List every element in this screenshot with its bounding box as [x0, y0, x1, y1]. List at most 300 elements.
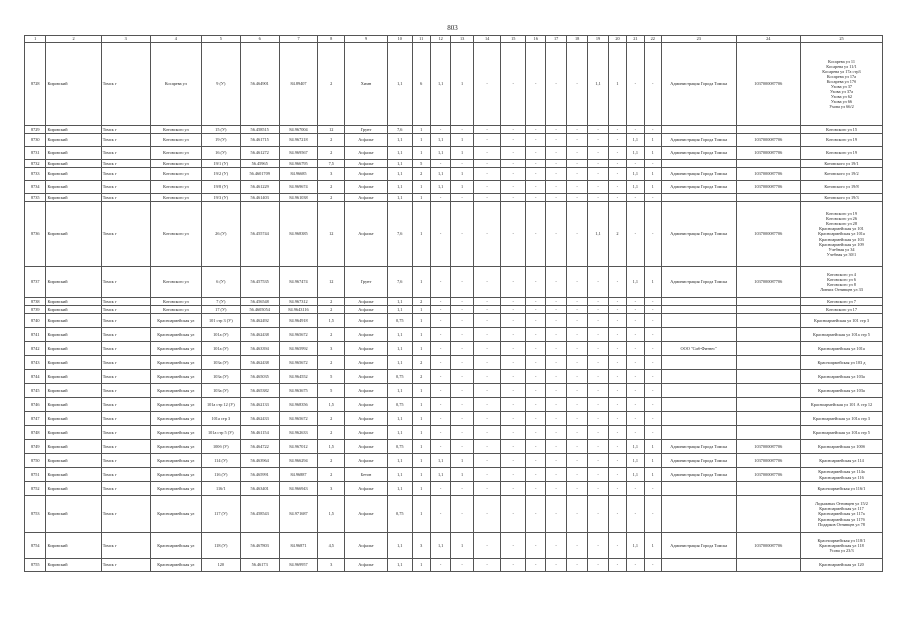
column-number: 25 [800, 36, 882, 43]
table-row [25, 328, 883, 342]
table-cell: - [546, 356, 566, 370]
table-cell: - [451, 440, 473, 454]
table-cell: Томск г [101, 384, 150, 398]
table-cell: 8739 [25, 306, 46, 314]
table-cell: Асфальт [345, 314, 388, 328]
table-cell: Кировский [46, 194, 101, 202]
table-cell: - [608, 370, 626, 384]
table-row [25, 194, 883, 202]
table-cell [736, 194, 800, 202]
table-cell: 103а (У) [201, 356, 240, 370]
table-cell: - [588, 314, 608, 328]
table-row [25, 314, 883, 328]
table-cell: 56.46173 [240, 559, 279, 572]
table-cell: - [501, 440, 526, 454]
table-cell: 8734 [25, 181, 46, 194]
table-row [25, 398, 883, 412]
table-cell: Кировский [46, 267, 101, 298]
table-row [25, 426, 883, 440]
table-cell: Красноармейская ул 118/1 Красноармейская ул 118 Усова ул 23/3 [800, 533, 882, 559]
table-cell [736, 412, 800, 426]
table-cell: - [566, 440, 587, 454]
table-cell: 2 [318, 468, 345, 482]
table-cell: - [473, 194, 501, 202]
table-cell: 1037000087706 [736, 454, 800, 468]
table-cell: Красноармейская ул [150, 342, 201, 356]
table-cell: Томск г [101, 306, 150, 314]
table-cell: Томск г [101, 533, 150, 559]
table-cell: Томск г [101, 398, 150, 412]
table-cell: 8747 [25, 412, 46, 426]
table-cell: 84.968385 [279, 202, 318, 267]
table-cell: - [473, 43, 501, 126]
table-cell [736, 370, 800, 384]
table-cell: 3 [318, 342, 345, 356]
table-cell: - [627, 356, 644, 370]
table-cell: - [501, 468, 526, 482]
table-cell: - [430, 314, 450, 328]
table-cell: Котовского ул [150, 126, 201, 134]
table-cell: 1,1 [627, 468, 644, 482]
table-cell: - [566, 181, 587, 194]
table-cell: 1 [412, 126, 430, 134]
column-number: 23 [661, 36, 736, 43]
table-cell: - [627, 496, 644, 533]
table-cell: Администрация Города Томска [661, 267, 736, 298]
table-cell: Администрация Города Томска [661, 43, 736, 126]
table-cell: 3 [318, 168, 345, 181]
table-row [25, 559, 883, 572]
column-number: 12 [430, 36, 450, 43]
table-cell: 56.461715 [240, 134, 279, 147]
table-cell: Котовского ул 19/3 [800, 194, 882, 202]
table-cell: - [608, 147, 626, 160]
table-cell: 56.461154 [240, 426, 279, 440]
table-cell: - [644, 202, 661, 267]
table-cell: - [608, 482, 626, 496]
table-cell: Томск г [101, 160, 150, 168]
table-cell: Администрация Города Томска [661, 134, 736, 147]
table-cell: 56.458515 [240, 126, 279, 134]
table-cell: - [430, 559, 450, 572]
table-cell: - [501, 168, 526, 181]
table-cell: Кировский [46, 454, 101, 468]
table-cell: - [525, 398, 545, 412]
table-cell: 1 [412, 328, 430, 342]
table-cell: - [501, 384, 526, 398]
table-cell: 1 [451, 454, 473, 468]
table-cell: - [588, 384, 608, 398]
table-cell [661, 356, 736, 370]
table-cell: - [451, 482, 473, 496]
table-cell: Красноармейская ул 103 д [800, 356, 882, 370]
table-cell: 1,1 [627, 440, 644, 454]
table-cell: 8736 [25, 202, 46, 267]
table-cell: 0,75 [387, 496, 412, 533]
column-number: 2 [46, 36, 101, 43]
table-cell: - [501, 328, 526, 342]
table-cell: Кировский [46, 440, 101, 454]
table-cell: 84.967004 [279, 126, 318, 134]
table-cell: - [525, 496, 545, 533]
table-cell: Котовского ул 19/1 [800, 160, 882, 168]
table-cell: 26 (У) [201, 202, 240, 267]
column-number: 6 [240, 36, 279, 43]
table-cell: - [430, 440, 450, 454]
table-cell: 56.462492 [240, 314, 279, 328]
table-cell: - [473, 482, 501, 496]
table-cell [661, 370, 736, 384]
table-cell: 8741 [25, 328, 46, 342]
table-cell: Томск г [101, 314, 150, 328]
table-cell: - [525, 356, 545, 370]
table-cell: - [644, 306, 661, 314]
table-cell: - [546, 342, 566, 356]
table-cell: 0,75 [387, 314, 412, 328]
table-cell: 1,1 [387, 43, 412, 126]
table-cell: Кировский [46, 126, 101, 134]
table-cell: - [644, 194, 661, 202]
table-cell: Асфальт [345, 194, 388, 202]
table-cell: 9 (У) [201, 43, 240, 126]
table-cell: 8745 [25, 384, 46, 398]
table-cell: - [525, 202, 545, 267]
table-cell: - [588, 306, 608, 314]
table-cell: - [525, 533, 545, 559]
table-cell: - [588, 440, 608, 454]
column-number: 4 [150, 36, 201, 43]
table-cell: - [588, 370, 608, 384]
table-cell: Красноармейская ул [150, 412, 201, 426]
table-cell: 56.455744 [240, 202, 279, 267]
table-cell: - [430, 306, 450, 314]
table-cell: - [566, 468, 587, 482]
table-cell: 116/1 [201, 482, 240, 496]
table-cell: - [588, 468, 608, 482]
table-cell: 56.467803 [240, 533, 279, 559]
table-cell: 1 [412, 194, 430, 202]
table-cell: Красноармейская ул [150, 482, 201, 496]
table-cell: Красноармейская ул 101а стр 3 [800, 412, 882, 426]
table-cell: 2 [318, 328, 345, 342]
table-cell: 2 [318, 43, 345, 126]
table-cell [736, 126, 800, 134]
table-cell: - [546, 181, 566, 194]
table-row [25, 412, 883, 426]
table-cell: - [644, 160, 661, 168]
table-cell: - [588, 181, 608, 194]
table-cell: Томск г [101, 496, 150, 533]
table-cell: - [525, 482, 545, 496]
table-cell: - [451, 328, 473, 342]
table-cell: - [644, 126, 661, 134]
table-cell: - [473, 426, 501, 440]
table-cell: 101 стр 3 (У) [201, 314, 240, 328]
table-cell: Томск г [101, 126, 150, 134]
table-cell: 1,1 [430, 454, 450, 468]
table-cell: 1,1 [430, 168, 450, 181]
table-cell: 17 (У) [201, 306, 240, 314]
table-cell: - [588, 147, 608, 160]
table-cell: 84.969957 [279, 559, 318, 572]
table-cell: 2 [318, 181, 345, 194]
table-cell: - [608, 398, 626, 412]
table-row [25, 306, 883, 314]
table-cell: 1,1 [387, 328, 412, 342]
table-cell: - [525, 370, 545, 384]
table-cell: Томск г [101, 168, 150, 181]
table-cell: - [566, 306, 587, 314]
table-cell: Котовского ул 4 Котовского ул 6 Котовского ул 8 Ловчих Огнивцев ул 33 [800, 267, 882, 298]
table-row [25, 267, 883, 298]
table-cell: Асфальт [345, 306, 388, 314]
table-cell: - [566, 168, 587, 181]
table-cell: 1,1 [387, 454, 412, 468]
table-cell: 1037000087706 [736, 181, 800, 194]
table-cell: 1 [644, 440, 661, 454]
table-cell: 8731 [25, 147, 46, 160]
table-cell: - [546, 43, 566, 126]
table-cell: Асфальт [345, 160, 388, 168]
table-cell: Красноармейская ул [150, 398, 201, 412]
table-cell: - [608, 454, 626, 468]
table-cell: Красноармейская ул [150, 370, 201, 384]
table-cell: 2 [412, 168, 430, 181]
table-cell: 1 [451, 168, 473, 181]
table-row [25, 384, 883, 398]
table-cell: 84.961038 [279, 194, 318, 202]
table-cell [736, 356, 800, 370]
table-row [25, 356, 883, 370]
table-cell: Томск г [101, 426, 150, 440]
table-cell: Администрация Города Томска [661, 181, 736, 194]
table-cell: - [525, 426, 545, 440]
table-row [25, 440, 883, 454]
table-cell: 84.967312 [279, 298, 318, 306]
table-cell: - [473, 440, 501, 454]
table-cell: 84.9643116 [279, 306, 318, 314]
table-cell: - [501, 454, 526, 468]
table-cell: - [430, 342, 450, 356]
table-cell: 2 [318, 194, 345, 202]
table-cell: Красноармейская ул 101а [800, 342, 882, 356]
table-cell: Асфальт [345, 147, 388, 160]
table-cell: 7,6 [387, 202, 412, 267]
table-cell: - [473, 126, 501, 134]
table-cell: 8742 [25, 342, 46, 356]
table-cell: - [546, 147, 566, 160]
column-number: 15 [501, 36, 526, 43]
table-cell: - [608, 134, 626, 147]
table-cell: - [451, 267, 473, 298]
table-cell: Томск г [101, 370, 150, 384]
table-cell: Котовского ул 19/2 [800, 168, 882, 181]
table-cell: - [566, 426, 587, 440]
table-cell: Кировский [46, 370, 101, 384]
table-cell: - [627, 398, 644, 412]
table-cell: 8737 [25, 267, 46, 298]
table-cell: - [608, 168, 626, 181]
table-cell: 19 (У) [201, 134, 240, 147]
table-cell: 56.462438 [240, 356, 279, 370]
table-cell: - [473, 328, 501, 342]
table-cell: - [627, 194, 644, 202]
table-cell: 7,5 [318, 160, 345, 168]
table-cell: 2 [412, 356, 430, 370]
table-cell [736, 342, 800, 356]
table-cell: - [588, 267, 608, 298]
table-cell: - [546, 496, 566, 533]
table-cell: Томск г [101, 454, 150, 468]
table-cell: 4,5 [318, 533, 345, 559]
table-cell: 1,1 [387, 559, 412, 572]
table-cell: 1037000087706 [736, 533, 800, 559]
table-cell: Томск г [101, 202, 150, 267]
table-cell: - [501, 134, 526, 147]
table-cell: Котовского ул [150, 202, 201, 267]
table-cell: - [546, 398, 566, 412]
table-cell: 1,1 [387, 342, 412, 356]
table-cell: - [566, 412, 587, 426]
table-cell: - [608, 194, 626, 202]
table-cell: 1 [644, 147, 661, 160]
table-cell: - [525, 559, 545, 572]
table-cell: - [501, 126, 526, 134]
table-cell: 1,1 [387, 134, 412, 147]
table-cell: 1,1 [627, 267, 644, 298]
table-row [25, 126, 883, 134]
table-cell: Томск г [101, 559, 150, 572]
table-cell: - [525, 298, 545, 306]
table-cell: 56.462438 [240, 328, 279, 342]
table-cell: 1,1 [387, 181, 412, 194]
table-cell: 56.463401 [240, 482, 279, 496]
table-cell: 114 (У) [201, 454, 240, 468]
table-cell: 1 [644, 468, 661, 482]
table-cell: 56.465382 [240, 384, 279, 398]
table-cell: - [525, 147, 545, 160]
table-cell: - [627, 43, 644, 126]
table-cell: 84.968356 [279, 398, 318, 412]
table-cell: - [644, 426, 661, 440]
table-cell: Кировский [46, 202, 101, 267]
table-cell: 56.461229 [240, 181, 279, 194]
table-cell: - [608, 440, 626, 454]
table-cell: 15 (У) [201, 126, 240, 134]
table-cell: - [546, 160, 566, 168]
table-cell: - [546, 134, 566, 147]
table-cell: - [627, 370, 644, 384]
table-cell: 1,1 [430, 43, 450, 126]
table-row [25, 181, 883, 194]
table-cell: Бетон [345, 468, 388, 482]
table-cell: - [588, 412, 608, 426]
table-cell: - [566, 496, 587, 533]
table-cell: - [525, 181, 545, 194]
table-cell: Асфальт [345, 384, 388, 398]
table-cell: Кировский [46, 398, 101, 412]
table-cell: 1 [412, 559, 430, 572]
table-cell: - [501, 496, 526, 533]
table-cell: - [451, 202, 473, 267]
table-cell: Грунт [345, 267, 388, 298]
table-cell: Администрация Города Томска [661, 168, 736, 181]
table-cell: Косарева ул [150, 43, 201, 126]
table-cell: - [525, 412, 545, 426]
table-cell: 103а (У) [201, 384, 240, 398]
table-cell: - [451, 314, 473, 328]
column-number: 7 [279, 36, 318, 43]
table-cell: Кировский [46, 342, 101, 356]
table-cell: - [501, 412, 526, 426]
table-cell: Котовского ул 19 [800, 134, 882, 147]
table-cell: 8728 [25, 43, 46, 126]
table-cell: - [608, 181, 626, 194]
table-cell: 56.461403 [240, 194, 279, 202]
table-cell: - [473, 384, 501, 398]
table-cell: - [627, 160, 644, 168]
table-cell: 2 [318, 426, 345, 440]
table-cell: 56.462433 [240, 412, 279, 426]
table-cell: Асфальт [345, 370, 388, 384]
table-cell: 1,1 [430, 181, 450, 194]
table-cell: - [627, 298, 644, 306]
table-cell [661, 412, 736, 426]
table-cell: - [451, 342, 473, 356]
table-cell: - [525, 160, 545, 168]
table-cell [661, 559, 736, 572]
table-cell [661, 160, 736, 168]
table-cell: 1,5 [318, 314, 345, 328]
table-cell: - [525, 126, 545, 134]
table-cell: 19/3 (У) [201, 194, 240, 202]
table-cell: Красноармейская ул 114 [800, 454, 882, 468]
column-number: 5 [201, 36, 240, 43]
table-cell: Котовского ул [150, 298, 201, 306]
table-cell [661, 314, 736, 328]
table-cell: Котовского ул [150, 168, 201, 181]
table-cell: - [473, 342, 501, 356]
table-cell: 2 [318, 298, 345, 306]
table-cell: - [473, 314, 501, 328]
table-cell: - [451, 126, 473, 134]
table-cell: 1 [451, 181, 473, 194]
table-cell: - [566, 384, 587, 398]
table-cell: - [501, 559, 526, 572]
table-cell: - [566, 267, 587, 298]
table-cell: - [566, 342, 587, 356]
table-cell: - [430, 384, 450, 398]
table-cell: 6 (У) [201, 267, 240, 298]
table-cell: - [473, 181, 501, 194]
table-cell: Котовского ул 17 [800, 306, 882, 314]
table-cell [661, 306, 736, 314]
table-cell: ООО "Сиб-Фитнес" [661, 342, 736, 356]
table-cell: - [501, 202, 526, 267]
table-cell: 2 [318, 356, 345, 370]
table-cell: 84.962633 [279, 426, 318, 440]
table-cell: Асфальт [345, 559, 388, 572]
table-cell: - [608, 126, 626, 134]
table-cell: - [546, 202, 566, 267]
table-row [25, 43, 883, 126]
table-cell: - [525, 168, 545, 181]
table-cell: - [566, 134, 587, 147]
table-cell: 1,1 [627, 168, 644, 181]
table-cell: - [501, 160, 526, 168]
table-cell: 6 [412, 43, 430, 126]
table-cell [661, 398, 736, 412]
